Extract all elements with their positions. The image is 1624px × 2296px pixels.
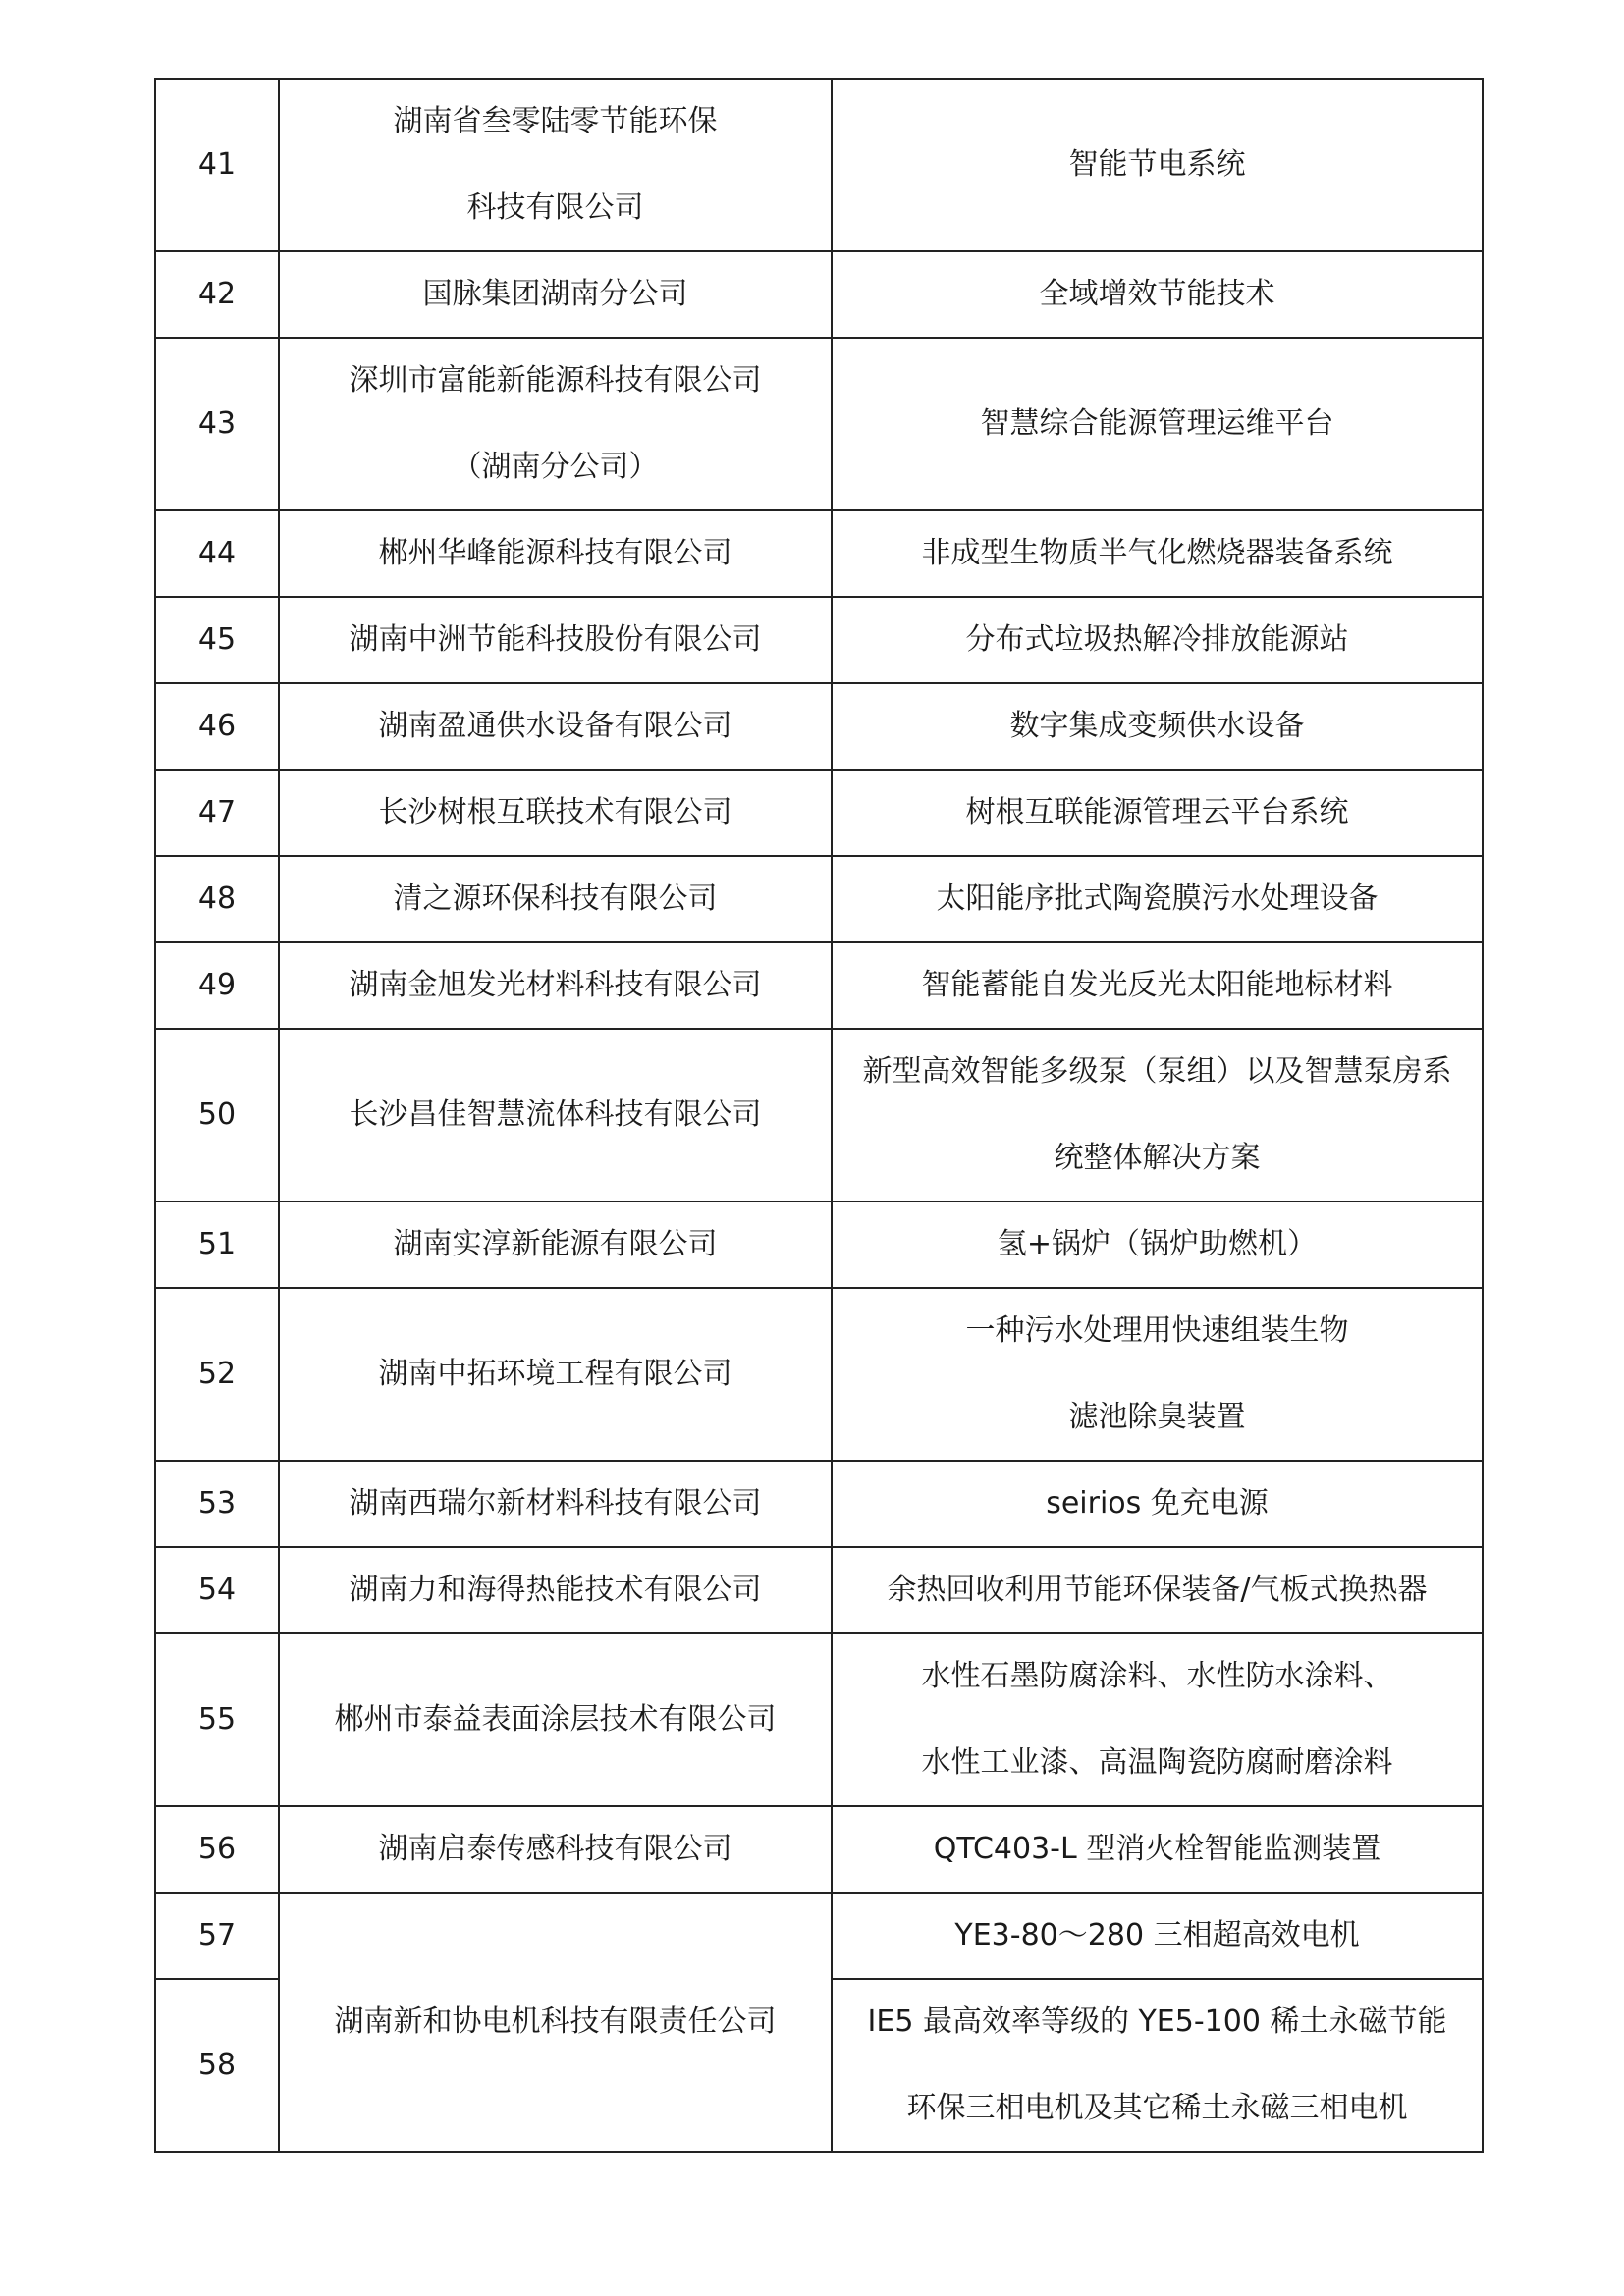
company-name-line: 国脉集团湖南分公司 [422, 277, 688, 311]
company-name-line: 科技有限公司 [466, 190, 644, 225]
product-name-line: IE5 最高效率等级的 YE5-100 稀土永磁节能 [867, 2004, 1447, 2039]
row-number: 58 [155, 1979, 279, 2152]
row-number: 46 [155, 683, 279, 770]
product-name [832, 1806, 1483, 1893]
product-name [832, 1461, 1483, 1547]
company-name-line: 郴州市泰益表面涂层技术有限公司 [334, 1702, 777, 1736]
product-name-lines [835, 1309, 1480, 1439]
row-number: 51 [155, 1201, 279, 1288]
company-name-line: 长沙昌佳智慧流体科技有限公司 [349, 1097, 762, 1132]
product-name [832, 79, 1483, 251]
product-name [832, 856, 1483, 942]
company-name [279, 770, 832, 856]
table-row [155, 1633, 1483, 1806]
company-name [279, 1461, 832, 1547]
table-row [155, 251, 1483, 338]
product-name [832, 251, 1483, 338]
table-row [155, 1029, 1483, 1201]
company-name [279, 597, 832, 683]
table-row [155, 510, 1483, 597]
product-name [832, 1029, 1483, 1201]
company-name [279, 856, 832, 942]
company-name-line: 湖南盈通供水设备有限公司 [378, 709, 732, 743]
product-name-line: 一种污水处理用快速组装生物 [965, 1313, 1349, 1348]
table-row [155, 1288, 1483, 1461]
company-name [279, 1806, 832, 1893]
company-name [279, 251, 832, 338]
product-name [832, 338, 1483, 510]
table-row [155, 1547, 1483, 1633]
product-name [832, 1979, 1483, 2152]
company-name-line: 清之源环保科技有限公司 [393, 881, 718, 916]
row-number: 42 [155, 251, 279, 338]
row-number: 41 [155, 79, 279, 251]
product-name-lines [835, 2001, 1480, 2130]
product-name-line: 分布式垃圾热解冷排放能源站 [965, 622, 1349, 657]
table-row [155, 1806, 1483, 1893]
company-name [279, 683, 832, 770]
table-body [155, 79, 1483, 2152]
table-row [155, 942, 1483, 1029]
product-name-lines [835, 1655, 1480, 1785]
product-name [832, 510, 1483, 597]
company-name-merged: 湖南新和协电机科技有限责任公司 [279, 1893, 832, 2152]
company-name-lines [282, 100, 829, 230]
company-product-table [154, 78, 1484, 2153]
company-name-line: 湖南启泰传感科技有限公司 [378, 1832, 732, 1866]
row-number: 52 [155, 1288, 279, 1461]
product-name [832, 942, 1483, 1029]
product-name-line: 智能节电系统 [1068, 147, 1246, 182]
company-name [279, 1288, 832, 1461]
row-number: 57 [155, 1893, 279, 1979]
table-row [155, 597, 1483, 683]
product-name-line: 水性石墨防腐涂料、水性防水涂料、 [921, 1659, 1393, 1693]
product-name-line: 智慧综合能源管理运维平台 [980, 406, 1334, 441]
product-name [832, 1201, 1483, 1288]
table-row [155, 683, 1483, 770]
table-row [155, 338, 1483, 510]
product-name [832, 683, 1483, 770]
table-row [155, 1893, 1483, 1979]
row-number: 45 [155, 597, 279, 683]
product-name-line: 太阳能序批式陶瓷膜污水处理设备 [936, 881, 1379, 916]
company-name-line: 湖南中洲节能科技股份有限公司 [349, 622, 762, 657]
product-name-line: 滤池除臭装置 [1068, 1400, 1246, 1434]
product-name-line: 氢+锅炉（锅炉助燃机） [997, 1227, 1318, 1261]
table-row [155, 79, 1483, 251]
table-row [155, 1461, 1483, 1547]
product-name-line: 智能蓄能自发光反光太阳能地标材料 [921, 968, 1393, 1002]
company-name-line: 郴州华峰能源科技有限公司 [378, 536, 732, 570]
row-number: 48 [155, 856, 279, 942]
table-row [155, 856, 1483, 942]
company-name-line: 湖南力和海得热能技术有限公司 [349, 1573, 762, 1607]
row-number: 55 [155, 1633, 279, 1806]
company-name-line: 湖南省叁零陆零节能环保 [393, 104, 718, 138]
product-name [832, 1288, 1483, 1461]
product-name-line: 余热回收利用节能环保装备/气板式换热器 [887, 1573, 1428, 1607]
company-name [279, 1029, 832, 1201]
company-name [279, 1547, 832, 1633]
product-name [832, 770, 1483, 856]
company-name-lines [282, 359, 829, 489]
company-name [279, 942, 832, 1029]
product-name [832, 1893, 1483, 1979]
company-name-line: 长沙树根互联技术有限公司 [378, 795, 732, 829]
row-number: 43 [155, 338, 279, 510]
product-name-line: 树根互联能源管理云平台系统 [965, 795, 1349, 829]
product-name-line: 统整体解决方案 [1054, 1141, 1261, 1175]
row-number: 47 [155, 770, 279, 856]
product-name-lines [835, 1050, 1480, 1180]
company-name [279, 510, 832, 597]
row-number: 53 [155, 1461, 279, 1547]
product-name-line: 环保三相电机及其它稀土永磁三相电机 [906, 2091, 1408, 2125]
company-name [279, 1633, 832, 1806]
table-row [155, 770, 1483, 856]
product-name-line: 数字集成变频供水设备 [1009, 709, 1305, 743]
row-number: 54 [155, 1547, 279, 1633]
company-name-line: 湖南西瑞尔新材料科技有限公司 [349, 1486, 762, 1521]
product-name-line: seirios 免充电源 [1046, 1486, 1269, 1521]
product-name-line: 新型高效智能多级泵（泵组）以及智慧泵房系 [862, 1054, 1452, 1089]
company-name-line: 湖南中拓环境工程有限公司 [378, 1357, 732, 1391]
company-name [279, 79, 832, 251]
product-name-line: YE3-80～280 三相超高效电机 [954, 1918, 1360, 1952]
company-name [279, 338, 832, 510]
product-name-line: 全域增效节能技术 [1039, 277, 1275, 311]
product-name-line: 非成型生物质半气化燃烧器装备系统 [921, 536, 1393, 570]
row-number: 56 [155, 1806, 279, 1893]
table-row [155, 1201, 1483, 1288]
company-name-line: （湖南分公司） [452, 450, 659, 484]
company-name-line: 湖南实淳新能源有限公司 [393, 1227, 718, 1261]
company-name [279, 1201, 832, 1288]
product-name-line: QTC403-L 型消火栓智能监测装置 [933, 1832, 1381, 1866]
row-number: 49 [155, 942, 279, 1029]
row-number: 44 [155, 510, 279, 597]
company-name-line: 深圳市富能新能源科技有限公司 [349, 363, 762, 398]
company-name-line: 湖南金旭发光材料科技有限公司 [349, 968, 762, 1002]
row-number: 50 [155, 1029, 279, 1201]
product-name-line: 水性工业漆、高温陶瓷防腐耐磨涂料 [921, 1745, 1393, 1780]
product-name [832, 597, 1483, 683]
product-name [832, 1633, 1483, 1806]
product-name [832, 1547, 1483, 1633]
